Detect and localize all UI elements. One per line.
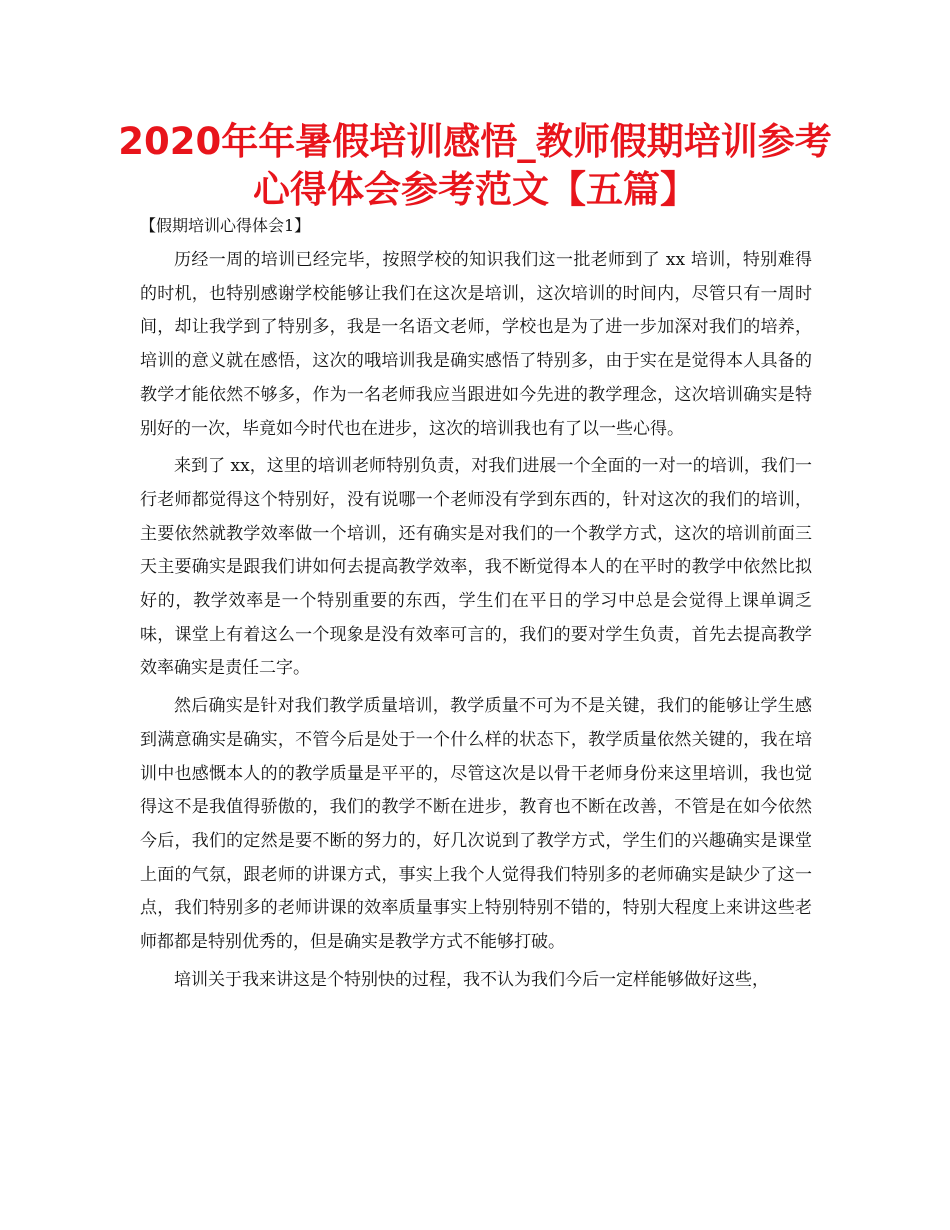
document-body (140, 244, 812, 1001)
document-title: 2020年年暑假培训感悟_教师假期培训参考心得体会参考范文【五篇】 (118, 120, 832, 211)
paragraph-1: 历经一周的培训已经完毕，按照学校的知识我们这一批老师到了 xx 培训，特别难得的时机，也特别感谢学校能够让我们在这次是培训，这次培训的时间内，尽管只有一周时间，却让我学到了特别多，我是一名语文老师，学校也是为了进一步加深对我们的培养，培训的意义就在感悟，这次的哦培训我是确实感悟了特别多，由于实在是觉得本人具备的教学才能依然不够多，作为一名老师我应当跟进如今先进的教学理念，这次培训确实是特别好的一次，毕竟如今时代也在进步，这次的培训我也有了以一些心得。 (140, 250, 812, 439)
paragraph-2: 来到了 xx，这里的培训老师特别负责，对我们进展一个全面的一对一的培训，我们一行老师都觉得这个特别好，没有说哪一个老师没有学到东西的，针对这次的我们的培训，主要依然就教学效率做一个培训，还有确实是对我们的一个教学方式，这次的培训前面三天主要确实是跟我们讲如何去提高教学效率，我不断觉得本人的在平时的教学中依然比拟好的，教学效率是一个特别重要的东西，学生们在平日的学习中总是会觉得上课单调乏味，课堂上有着这么一个现象是没有效率可言的，我们的要对学生负责，首先去提高教学效率确实是责任二字。 (140, 456, 812, 679)
section-label: 【假期培训心得体会1】 (140, 216, 311, 235)
paragraph-3: 然后确实是针对我们教学质量培训，教学质量不可为不是关键，我们的能够让学生感到满意确实是确实，不管今后是处于一个什么样的状态下，教学质量依然关键的，我在培训中也感慨本人的的教学质量是平平的，尽管这次是以骨干老师身份来这里培训，我也觉得这不是我值得骄傲的，我们的教学不断在进步，教育也不断在改善，不管是在如今依然今后，我们的定然是要不断的努力的，好几次说到了教学方式，学生们的兴趣确实是课堂上面的气氛，跟老师的讲课方式，事实上我个人觉得我们特别多的老师确实是缺少了这一点，我们特别多的老师讲课的效率质量事实上特别特别不错的，特别大程度上来讲这些老师都都是特别优秀的，但是确实是教学方式不能够打破。 (140, 696, 812, 953)
paragraph-4: 培训关于我来讲这是个特别快的过程，我不认为我们今后一定样能够做好这些， (174, 969, 769, 990)
